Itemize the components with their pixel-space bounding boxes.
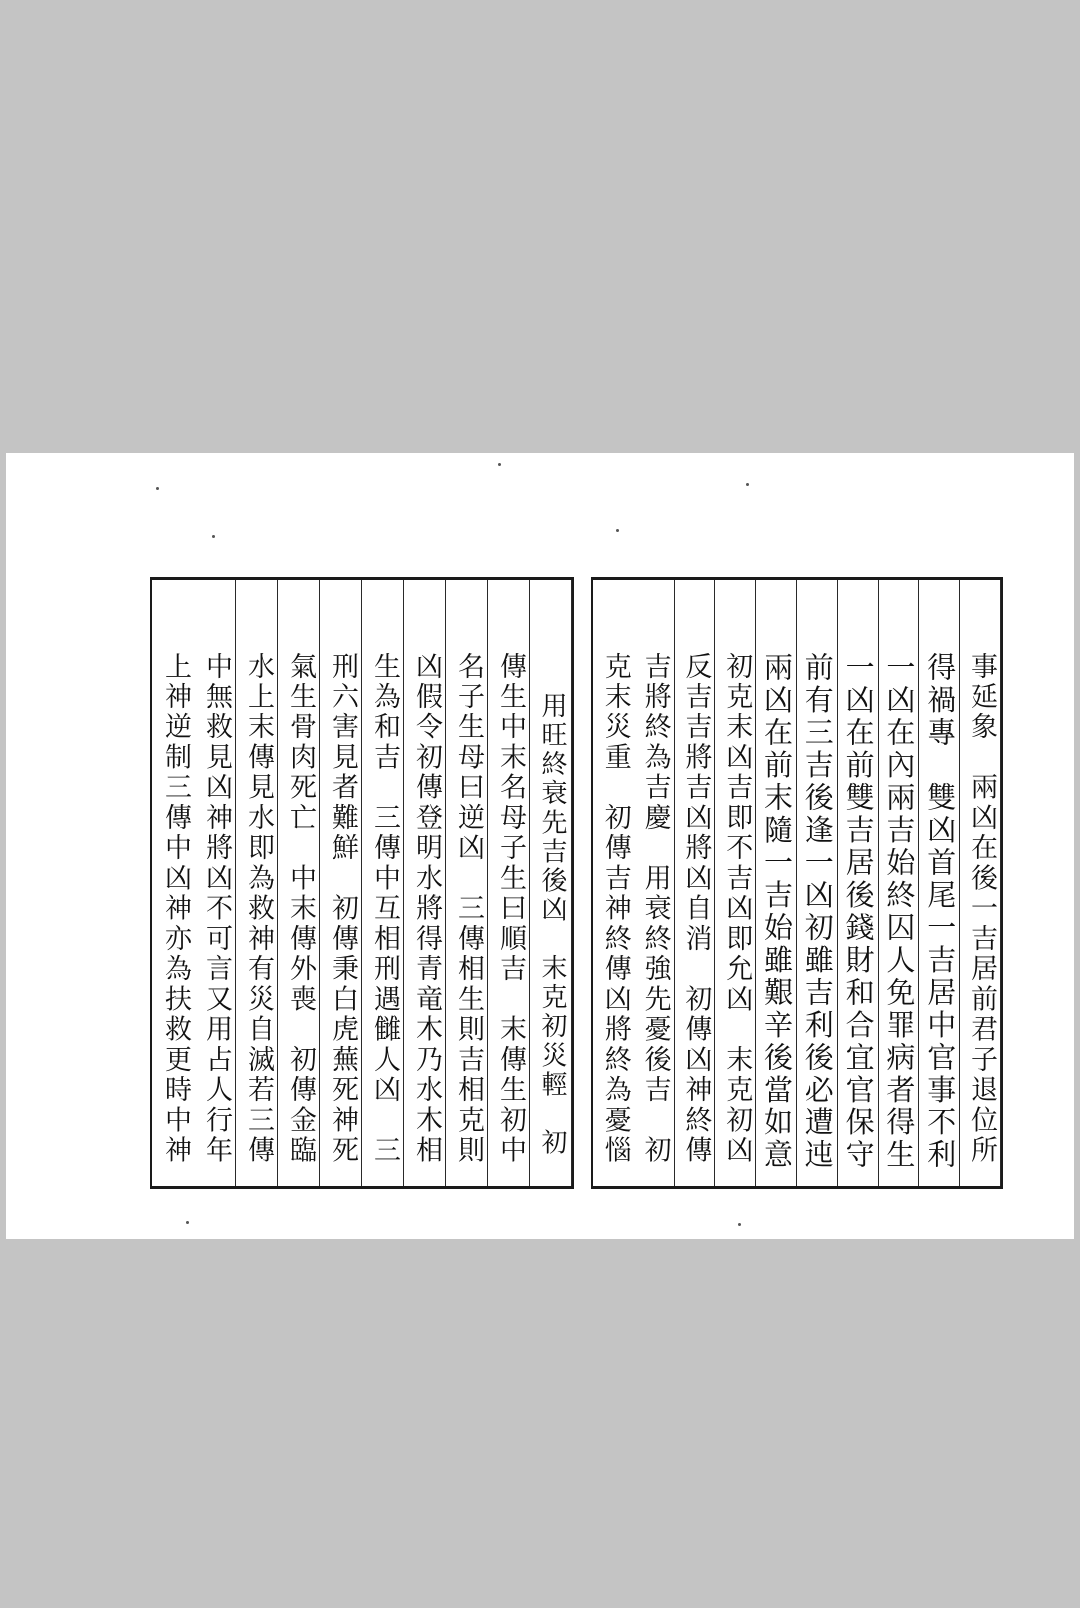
column-text: 一凶在內兩吉始終囚人免罪病者得生	[882, 652, 917, 1172]
text-column	[593, 580, 634, 1186]
text-column	[488, 580, 530, 1186]
text-column	[634, 580, 675, 1186]
text-column	[362, 580, 404, 1186]
text-column	[404, 580, 446, 1186]
text-column	[919, 580, 960, 1186]
text-column	[278, 580, 320, 1186]
scan-speck	[498, 463, 501, 466]
column-text: 用旺終衰先吉後凶 末克初災輕 初	[537, 692, 567, 1158]
column-text: 名子生母曰逆凶 三傳相生則吉相克則	[453, 652, 484, 1167]
column-text: 克末災重 初傳吉神終傳凶將終為憂惱	[599, 652, 631, 1167]
column-text: 上神逆制三傳中凶神亦為扶救更時中神	[160, 652, 191, 1167]
column-text: 事延象 兩凶在後一吉居前君子退位所	[965, 652, 997, 1167]
column-text: 前有三吉後逢一凶初雖吉利後必遭迍	[800, 652, 835, 1172]
column-text: 傳生中末名母子生曰順吉 末傳生初中	[495, 652, 526, 1167]
scan-speck	[212, 535, 215, 538]
column-text: 刑六害見者難鮮 初傳秉白虎蕪死神死	[327, 652, 358, 1167]
text-column	[756, 580, 797, 1186]
column-text: 生為和吉 三傳中互相刑遇雠人凶 三	[369, 652, 400, 1167]
scan-speck	[156, 487, 159, 490]
scan-speck	[186, 1221, 189, 1224]
column-text: 水上末傳見水即為救神有災自滅若三傳	[243, 652, 274, 1167]
scan-speck	[616, 529, 619, 532]
text-column	[530, 580, 572, 1186]
column-text: 得禍專 雙凶首尾一吉居中官事不利	[923, 652, 958, 1172]
column-text: 兩凶在前末隨一吉始雖艱辛後當如意	[759, 652, 794, 1172]
column-text: 凶假令初傳登明水將得青竜木乃水木相	[411, 652, 442, 1167]
text-column	[320, 580, 362, 1186]
column-text: 中無救見凶神將凶不可言又用占人行年	[201, 652, 232, 1167]
text-column	[152, 580, 194, 1186]
text-column	[715, 580, 756, 1186]
column-text: 反吉吉將吉凶將凶自消 初傳凶神終傳	[680, 652, 712, 1167]
column-text: 初克末凶吉即不吉凶即允凶 末克初凶	[721, 652, 753, 1167]
text-column	[960, 580, 1001, 1186]
scanned-book-spread	[6, 453, 1074, 1239]
text-column	[446, 580, 488, 1186]
column-text: 一凶在前雙吉居後錢財和合宜官保守	[841, 652, 876, 1172]
column-text: 吉將終為吉慶 用衰終強先憂後吉 初	[639, 652, 671, 1167]
left-page	[150, 577, 574, 1189]
text-column	[838, 580, 879, 1186]
text-column	[797, 580, 838, 1186]
column-text: 氣生骨肉死亡 中末傳外喪 初傳金臨	[285, 652, 316, 1167]
scan-speck	[746, 483, 749, 486]
scan-speck	[738, 1223, 741, 1226]
text-column	[675, 580, 716, 1186]
text-column	[879, 580, 920, 1186]
right-page	[591, 577, 1003, 1189]
text-column	[194, 580, 236, 1186]
text-column	[236, 580, 278, 1186]
